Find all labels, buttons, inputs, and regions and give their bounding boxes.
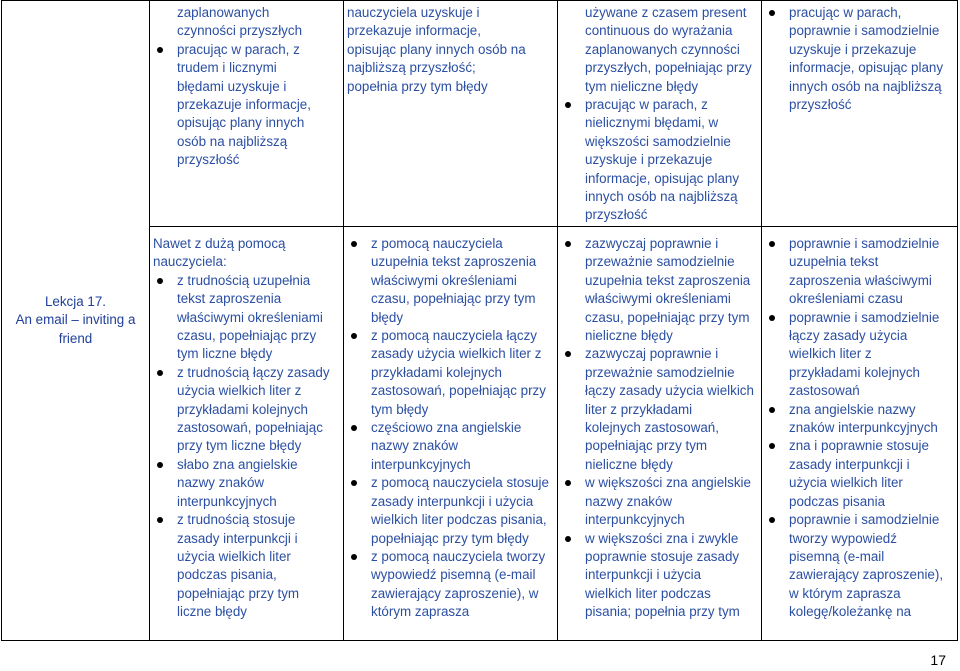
- bullet-icon: [769, 443, 775, 449]
- text-line: wielkich liter podczas: [585, 585, 711, 601]
- bullet-icon: [769, 10, 775, 16]
- text-line: nazwy znaków: [177, 475, 265, 491]
- text-line: zasady interpunkcji i użycia: [371, 493, 534, 509]
- bullet-list: [347, 235, 553, 622]
- text-line: interpunkcyjnych: [585, 512, 685, 528]
- text-line: którym zaprasza: [371, 604, 470, 620]
- text-line: z trudnością stosuje: [177, 512, 296, 528]
- text-line: pracując w parach, z: [177, 41, 300, 57]
- text-line: znaków interpunkcyjnych: [789, 420, 938, 436]
- text-line: zaplanowanych: [177, 5, 270, 20]
- text-line: trudem i licznymi: [177, 60, 277, 76]
- text-line: Nawet z dużą pomocą: [153, 236, 286, 251]
- bullet-icon: [157, 370, 163, 376]
- text-line: uzyskuje i przekazuje: [585, 152, 713, 168]
- text-line: popełniając przy tym: [177, 585, 300, 601]
- text-line: osób na najbliższą: [177, 133, 288, 149]
- bullet-icon: [769, 517, 775, 523]
- bullet-list: [765, 4, 953, 114]
- text-line: interpunkcji i użycia: [585, 567, 702, 583]
- text-line: poprawnie i samodzielnie: [789, 512, 940, 528]
- bullet-icon: [565, 480, 571, 486]
- bullet-icon: [351, 333, 357, 339]
- text-line: opisując plany innych osób na: [347, 41, 526, 57]
- bullet-list: [561, 96, 757, 225]
- text-line: z trudnością uzupełnia: [177, 272, 311, 288]
- grade-cell-r1c4: [762, 1, 958, 227]
- bullet-icon: [351, 241, 357, 247]
- text-line: przy tym liczne błędy: [177, 438, 302, 454]
- text-line: poprawnie stosuje zasady: [585, 548, 740, 564]
- lesson-title: [2, 293, 149, 348]
- text-line: poprawnie i samodzielnie: [789, 236, 940, 251]
- text-line: zastosowań, popełniając: [177, 420, 323, 436]
- text-line: z pomocą nauczyciela: [371, 236, 503, 251]
- bullet-icon: [769, 407, 775, 413]
- text-line: interpunkcyjnych: [371, 456, 471, 472]
- bullet-list: [765, 235, 953, 622]
- text-line: continuous do wyrażania: [585, 23, 733, 39]
- text-line: słabo zna angielskie: [177, 456, 298, 472]
- text-line: użycia wielkich liter z: [177, 383, 302, 399]
- text-line: popełniając przy tym: [585, 438, 708, 454]
- grade-cell-r2c1: [150, 227, 344, 641]
- text-line: innych osób na najbliższą: [789, 78, 942, 94]
- lesson-title-line: Lekcja 17.: [44, 293, 107, 309]
- list-item: [765, 4, 953, 114]
- bullet-icon: [565, 536, 571, 542]
- text-line: czasu, popełniając przy tym: [585, 309, 750, 325]
- text-line: opisując plany innych: [177, 115, 305, 131]
- list-item: [153, 364, 339, 456]
- text-line: tworzy wypowiedź: [789, 530, 897, 546]
- text-line: z pomocą nauczyciela tworzy: [371, 548, 546, 564]
- text-line: uzupełnia tekst: [789, 254, 879, 270]
- text-line: zastosowań, popełniając przy: [371, 383, 546, 399]
- text-line: zna angielskie nazwy: [789, 401, 916, 417]
- bullet-icon: [351, 554, 357, 560]
- text-line: w większości zna angielskie: [585, 475, 751, 491]
- text-line: określeniami czasu: [789, 291, 903, 307]
- text-line: uzupełnia tekst zaproszenia: [371, 254, 537, 270]
- text-line: nielicznymi błędami, w: [585, 115, 719, 131]
- text-line: błędami uzyskuje i: [177, 78, 287, 94]
- text-line: informacje, opisując plany: [789, 60, 944, 76]
- text-line: z trudnością łączy zasady: [177, 364, 330, 380]
- text-line: tym liczne błędy: [177, 346, 273, 362]
- text-line: w którym zaprasza: [789, 585, 901, 601]
- text-line: przykładami kolejnych: [177, 401, 308, 417]
- list-item: [765, 401, 953, 438]
- text-line: zasady interpunkcji i: [789, 456, 910, 472]
- text-line: błędy: [371, 309, 404, 325]
- text-line: najbliższą przyszłość;: [347, 60, 476, 76]
- text-line: z pomocą nauczyciela łączy: [371, 328, 537, 344]
- text-line: większości samodzielnie: [585, 133, 731, 149]
- bullet-icon: [157, 47, 163, 53]
- cell-lead-text: [347, 4, 553, 96]
- text-line: zasady interpunkcji i: [177, 530, 298, 546]
- text-line: zaproszenia właściwymi: [789, 272, 932, 288]
- grade-cell-r1c2: [344, 1, 558, 227]
- text-line: wielkich liter z: [789, 346, 872, 362]
- list-item: [347, 419, 553, 474]
- list-item: [765, 309, 953, 401]
- list-item: [765, 511, 953, 621]
- bullet-list: [561, 235, 757, 622]
- text-line: właściwymi określeniami: [177, 309, 323, 325]
- text-line: z pomocą nauczyciela stosuje: [371, 475, 549, 491]
- lesson-title-line: An email – inviting a: [15, 312, 136, 328]
- text-line: właściwymi określeniami: [371, 272, 517, 288]
- text-line: zaplanowanych czynności: [585, 41, 740, 57]
- list-item: [153, 272, 339, 364]
- grade-cell-r2c2: [344, 227, 558, 641]
- grade-cell-r1c3: [558, 1, 762, 227]
- list-item: [561, 474, 757, 529]
- bullet-icon: [565, 351, 571, 357]
- bullet-icon: [157, 517, 163, 523]
- text-line: wypowiedź pisemną (e-mail: [371, 567, 536, 583]
- text-line: w większości zna i zwykle: [585, 530, 739, 546]
- page-number: 17: [930, 651, 946, 668]
- text-line: popełnia przy tym błędy: [347, 78, 488, 94]
- text-line: czasu, popełniając przy: [177, 328, 317, 344]
- table-row: [2, 1, 958, 227]
- text-line: przekazuje informacje,: [177, 97, 311, 113]
- text-line: przeważnie samodzielnie: [585, 254, 735, 270]
- text-line: liczne błędy: [177, 604, 247, 620]
- text-line: nieliczne błędy: [585, 328, 673, 344]
- text-line: zasady użycia wielkich liter z: [371, 346, 542, 362]
- text-line: pracując w parach, z: [585, 97, 708, 113]
- text-line: użycia wielkich liter: [789, 475, 903, 491]
- text-line: zawierający zaproszenie), w: [371, 585, 539, 601]
- text-line: popełniając przy tym błędy: [371, 530, 529, 546]
- text-line: pracując w parach,: [789, 5, 902, 20]
- bullet-icon: [565, 102, 571, 108]
- text-line: nauczyciela:: [153, 254, 227, 270]
- grade-cell-r1c1: [150, 1, 344, 227]
- text-line: poprawnie i samodzielnie: [789, 23, 940, 39]
- text-line: zastosowań: [789, 383, 860, 399]
- text-line: przyszłych, popełniając przy: [585, 60, 752, 76]
- list-item: [561, 96, 757, 225]
- text-line: używane z czasem present: [585, 5, 747, 20]
- text-line: informacje, opisując plany: [585, 170, 740, 186]
- text-line: uzupełnia tekst zaproszenia: [585, 272, 751, 288]
- list-item: [347, 235, 553, 327]
- text-line: nauczyciela uzyskuje i: [347, 5, 480, 20]
- list-item: [347, 474, 553, 548]
- text-line: kolegę/koleżankę na: [789, 604, 912, 620]
- text-line: przyszłość: [177, 152, 240, 168]
- text-line: kolejnych zastosowań,: [585, 420, 719, 436]
- criteria-table: [1, 0, 958, 641]
- text-line: czasu, popełniając przy tym: [371, 291, 536, 307]
- text-line: podczas pisania: [789, 493, 886, 509]
- text-line: przyszłość: [789, 97, 852, 113]
- text-line: zna i poprawnie stosuje: [789, 438, 929, 454]
- text-line: częściowo zna angielskie: [371, 420, 522, 436]
- bullet-list: [153, 41, 339, 170]
- lesson-title-cell: [2, 1, 150, 641]
- bullet-icon: [565, 241, 571, 247]
- text-line: interpunkcyjnych: [177, 493, 277, 509]
- grade-cell-r2c4: [762, 227, 958, 641]
- cell-lead-text: [153, 235, 339, 272]
- list-item: [153, 511, 339, 621]
- list-item: [347, 548, 553, 622]
- bullet-icon: [769, 241, 775, 247]
- cell-lead-text: [153, 4, 339, 41]
- list-item: [347, 327, 553, 419]
- text-line: tym błędy: [371, 401, 429, 417]
- text-line: innych osób na najbliższą: [585, 189, 738, 205]
- text-line: podczas pisania,: [177, 567, 277, 583]
- text-line: zazwyczaj poprawnie i: [585, 236, 719, 251]
- text-line: przekazuje informacje,: [347, 23, 481, 39]
- text-line: liter z przykładami: [585, 401, 693, 417]
- text-line: nazwy znaków: [585, 493, 673, 509]
- bullet-icon: [769, 315, 775, 321]
- text-line: pisania; popełnia przy tym: [585, 604, 740, 620]
- text-line: zawierający zaproszenie),: [789, 567, 944, 583]
- text-line: użycia wielkich liter: [177, 548, 291, 564]
- bullet-icon: [157, 278, 163, 284]
- text-line: nazwy znaków: [371, 438, 459, 454]
- text-line: przyszłość: [585, 207, 648, 223]
- text-line: przykładami kolejnych: [371, 364, 502, 380]
- list-item: [561, 530, 757, 622]
- bullet-icon: [157, 462, 163, 468]
- text-line: poprawnie i samodzielnie: [789, 309, 940, 325]
- list-item: [561, 345, 757, 474]
- list-item: [561, 235, 757, 345]
- text-line: przeważnie samodzielnie: [585, 364, 735, 380]
- lesson-title-line: friend: [58, 330, 93, 346]
- grade-cell-r2c3: [558, 227, 762, 641]
- text-line: tekst zaproszenia: [177, 291, 282, 307]
- text-line: łączy zasady użycia: [789, 328, 908, 344]
- list-item: [765, 235, 953, 309]
- text-line: wielkich liter podczas pisania,: [371, 512, 547, 528]
- text-line: nieliczne błędy: [585, 456, 673, 472]
- text-line: tym nieliczne błędy: [585, 78, 699, 94]
- text-line: łączy zasady użycia wielkich: [585, 383, 754, 399]
- bullet-icon: [351, 480, 357, 486]
- bullet-list: [153, 272, 339, 622]
- bullet-icon: [351, 425, 357, 431]
- cell-lead-text: [561, 4, 757, 96]
- text-line: zazwyczaj poprawnie i: [585, 346, 719, 362]
- list-item: [153, 456, 339, 511]
- text-line: czynności przyszłych: [177, 23, 303, 39]
- text-line: przykładami kolejnych: [789, 364, 920, 380]
- text-line: właściwymi określeniami: [585, 291, 731, 307]
- text-line: pisemną (e-mail: [789, 548, 885, 564]
- list-item: [153, 41, 339, 170]
- list-item: [765, 437, 953, 511]
- text-line: uzyskuje i przekazuje: [789, 41, 917, 57]
